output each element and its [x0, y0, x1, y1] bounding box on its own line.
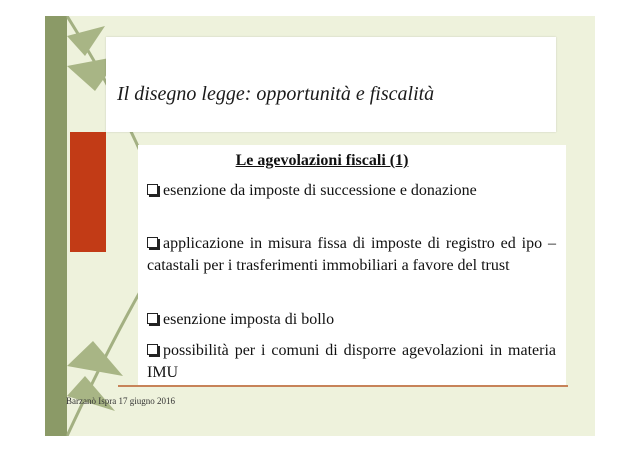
checkbox-bullet-icon [147, 237, 158, 248]
checkbox-bullet-icon [147, 313, 158, 324]
slide-title: Il disegno legge: opportunità e fiscalità [117, 83, 435, 105]
bullet-item: possibilità per i comuni di disporre agevolazioni in materia IMU [147, 342, 556, 381]
bullet-item: esenzione imposta di bollo [147, 309, 556, 331]
checkbox-bullet-icon [147, 344, 158, 355]
footer-text: Barzanò Ispra 17 giugno 2016 [66, 396, 175, 406]
section-title: Le agevolazioni fiscali (1) [235, 152, 409, 169]
accent-block [70, 132, 106, 252]
footer-divider [118, 385, 568, 387]
bullet-item: esenzione da imposte di successione e donazione [147, 180, 556, 202]
checkbox-bullet-icon [147, 184, 158, 195]
bullet-item: applicazione in misura fissa di imposte di registro ed ipo – catastali per i trasferimenti immobiliari a favore del trust [147, 235, 556, 274]
